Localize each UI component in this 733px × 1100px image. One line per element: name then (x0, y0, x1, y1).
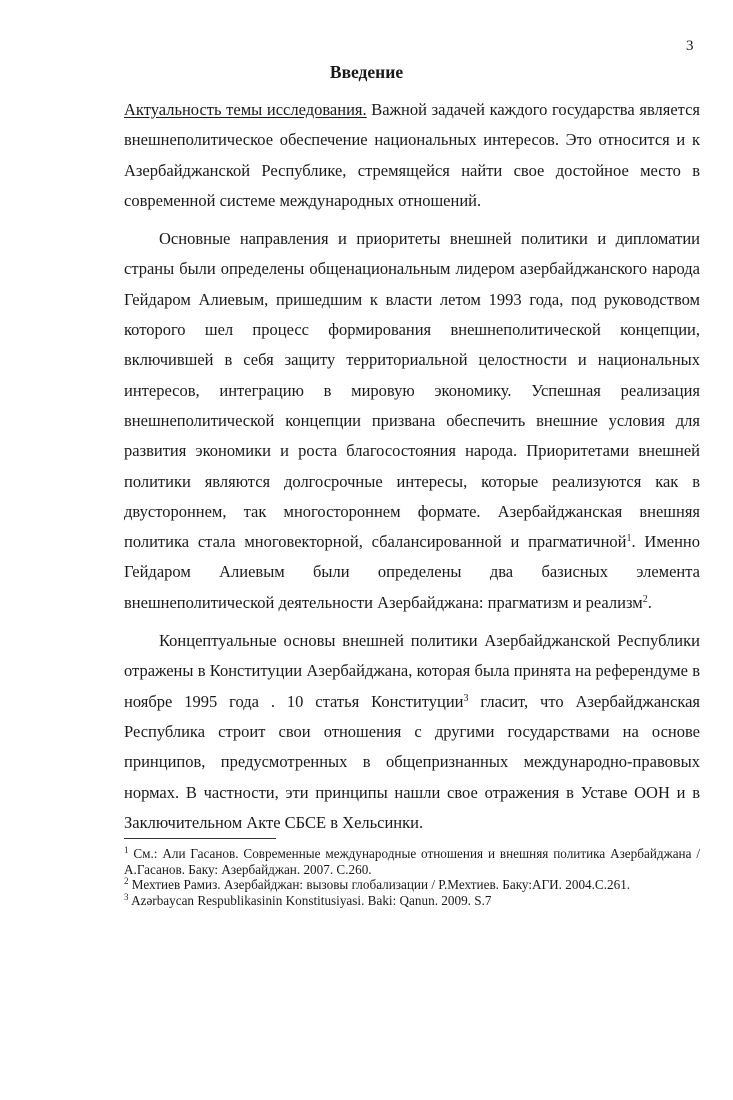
relevance-text: Важной задачей каждого государства является внешнеполитическое обеспечение национальных интересов. Это относится и к Азербайджанской Республике, стремящейся найти свое достойное место в современной системе международных отношений. (124, 100, 700, 210)
main-text (124, 95, 700, 838)
footnote-mark: 2 (124, 876, 129, 886)
relevance-heading: Актуальность темы исследования. (124, 100, 367, 119)
paragraph-text: . (647, 592, 652, 612)
paragraph-constitution (124, 626, 700, 838)
footnote-ref-1: 1 (626, 533, 632, 545)
paragraph-text: гласит, что Азербайджанская Республика строит свои отношения с другими государствами на основе принципов, предусмотренных в общепризнанных международно-правовых нормах. В частности, эти принципы нашли свое отражения в Уставе ООН и в Заключительном Акте СБСЕ в Хельсинки. (124, 691, 700, 832)
footnote-1 (124, 846, 700, 877)
paragraph-text: Основные направления и приоритеты внешней политики и дипломатии страны были определены общенациональным лидером азербайджанского народа Гейдаром Алиевым, пришедшим к власти летом 1993 года, под руководством которого шел процесс формирования внешнеполитической концепции, включившей в себя защиту территориальной целостности и национальных интересов, интеграцию в мировую экономику. Успешная реализация внешнеполитической концепции призвана обеспечить внешние условия для развития экономики и роста благосостояния народа. Приоритетами внешней политики являются долгосрочные интересы, которые реализуются как в двустороннем, так многостороннем формате. Азербайджанская внешняя политика стала многовекторной, сбалансированной и прагматичной (124, 229, 700, 552)
page-number: 3 (686, 38, 694, 54)
footnote-text: См.: Али Гасанов. Современные международные отношения и внешняя политика Азербайджана / А.Гасанов. Баку: Азербайджан. 2007. С.260. (124, 846, 700, 877)
footnote-2 (124, 877, 700, 893)
footnote-mark: 1 (124, 845, 129, 855)
paragraph-text: . Именно Гейдаром Алиевым были определены два базисных элемента внешнеполитической деятельности Азербайджана: прагматизм и реализм (124, 532, 700, 612)
paragraph-relevance (124, 95, 700, 216)
footnote-3 (124, 893, 700, 909)
footnote-ref-3: 3 (463, 692, 469, 704)
footnote-divider (124, 838, 276, 839)
footnote-text: Azərbaycan Respublikasinin Konstitusiyasi. Baki: Qanun. 2009. S.7 (128, 892, 492, 908)
paragraph-foreign-policy (124, 224, 700, 618)
paragraph-text: Концептуальные основы внешней политики Азербайджанской Республики отражены в Конституции Азербайджана, которая была принята на референдуме в ноябре 1995 года . 10 статья Конституции (124, 631, 700, 711)
footnotes (124, 846, 700, 908)
footnote-mark: 3 (124, 891, 129, 902)
page-title: Введение (329, 62, 404, 82)
footnote-text: Мехтиев Рамиз. Азербайджан: вызовы глобализации / Р.Мехтиев. Баку:АГИ. 2004.С.261. (128, 877, 631, 892)
footnote-ref-2: 2 (642, 593, 648, 605)
